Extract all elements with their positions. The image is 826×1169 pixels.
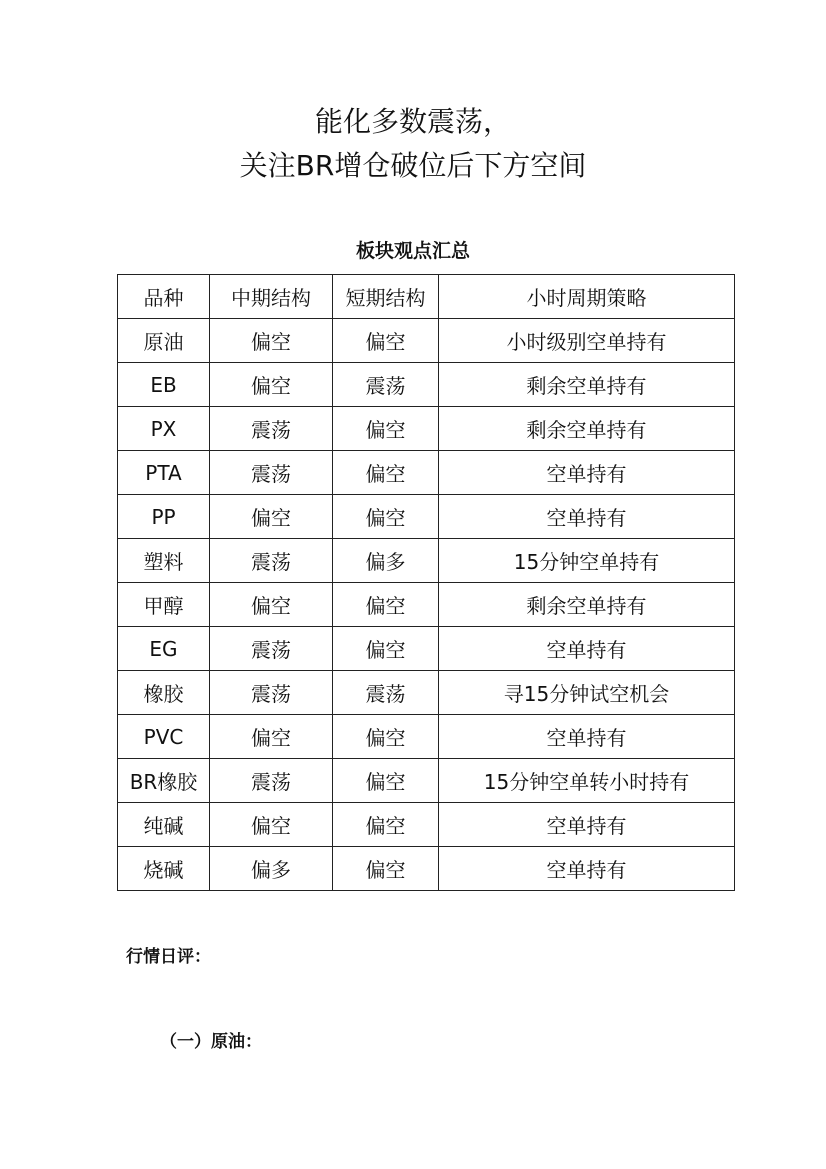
cell-variety: EG xyxy=(118,627,210,671)
table-row xyxy=(118,671,735,715)
table-row xyxy=(118,759,735,803)
header-mid-term: 中期结构 xyxy=(210,275,333,319)
cell-mid-term: 震荡 xyxy=(210,627,333,671)
cell-short-term: 偏空 xyxy=(333,407,439,451)
table-caption: 板块观点汇总 xyxy=(355,240,470,262)
cell-variety: 甲醇 xyxy=(118,583,210,627)
document-title xyxy=(0,100,826,188)
cell-variety: PX xyxy=(118,407,210,451)
cell-strategy: 剩余空单持有 xyxy=(439,363,735,407)
cell-short-term: 偏空 xyxy=(333,627,439,671)
cell-strategy: 剩余空单持有 xyxy=(439,407,735,451)
cell-mid-term: 偏多 xyxy=(210,847,333,891)
cell-mid-term: 偏空 xyxy=(210,319,333,363)
cell-strategy: 空单持有 xyxy=(439,495,735,539)
cell-variety: PP xyxy=(118,495,210,539)
table-row xyxy=(118,803,735,847)
cell-short-term: 偏空 xyxy=(333,759,439,803)
table-row xyxy=(118,495,735,539)
title-line-1: 能化多数震荡， xyxy=(314,105,511,138)
cell-short-term: 震荡 xyxy=(333,363,439,407)
cell-mid-term: 震荡 xyxy=(210,407,333,451)
header-hourly-strategy: 小时周期策略 xyxy=(439,275,735,319)
cell-short-term: 偏空 xyxy=(333,715,439,759)
header-short-term: 短期结构 xyxy=(333,275,439,319)
cell-variety: 原油 xyxy=(118,319,210,363)
cell-variety: 橡胶 xyxy=(118,671,210,715)
cell-strategy: 小时级别空单持有 xyxy=(439,319,735,363)
cell-strategy: 空单持有 xyxy=(439,847,735,891)
table-row xyxy=(118,319,735,363)
summary-table xyxy=(117,274,735,891)
cell-variety: 烧碱 xyxy=(118,847,210,891)
cell-mid-term: 偏空 xyxy=(210,715,333,759)
cell-variety: PVC xyxy=(118,715,210,759)
cell-strategy: 剩余空单持有 xyxy=(439,583,735,627)
cell-mid-term: 震荡 xyxy=(210,671,333,715)
cell-variety: 塑料 xyxy=(118,539,210,583)
cell-strategy: 空单持有 xyxy=(439,715,735,759)
cell-mid-term: 偏空 xyxy=(210,363,333,407)
table-row xyxy=(118,363,735,407)
daily-review-heading: 行情日评： xyxy=(126,947,211,967)
cell-strategy: 15分钟空单持有 xyxy=(439,539,735,583)
cell-short-term: 偏空 xyxy=(333,847,439,891)
cell-strategy: 空单持有 xyxy=(439,451,735,495)
cell-variety: BR橡胶 xyxy=(118,759,210,803)
cell-variety: EB xyxy=(118,363,210,407)
table-row xyxy=(118,407,735,451)
cell-strategy: 空单持有 xyxy=(439,627,735,671)
cell-mid-term: 震荡 xyxy=(210,451,333,495)
cell-short-term: 偏空 xyxy=(333,319,439,363)
cell-variety: 纯碱 xyxy=(118,803,210,847)
cell-mid-term: 偏空 xyxy=(210,803,333,847)
table-row xyxy=(118,627,735,671)
table-row xyxy=(118,715,735,759)
cell-short-term: 偏多 xyxy=(333,539,439,583)
header-variety: 品种 xyxy=(118,275,210,319)
cell-short-term: 偏空 xyxy=(333,803,439,847)
title-line-2: 关注BR增仓破位后下方空间 xyxy=(239,149,587,182)
table-row xyxy=(118,451,735,495)
table-row xyxy=(118,847,735,891)
cell-strategy: 寻15分钟试空机会 xyxy=(439,671,735,715)
cell-variety: PTA xyxy=(118,451,210,495)
cell-short-term: 偏空 xyxy=(333,583,439,627)
table-row xyxy=(118,539,735,583)
cell-strategy: 空单持有 xyxy=(439,803,735,847)
crude-oil-heading: （一）原油： xyxy=(160,1032,262,1052)
cell-mid-term: 偏空 xyxy=(210,495,333,539)
cell-mid-term: 震荡 xyxy=(210,759,333,803)
cell-short-term: 偏空 xyxy=(333,495,439,539)
cell-short-term: 震荡 xyxy=(333,671,439,715)
cell-mid-term: 偏空 xyxy=(210,583,333,627)
cell-mid-term: 震荡 xyxy=(210,539,333,583)
cell-short-term: 偏空 xyxy=(333,451,439,495)
table-row xyxy=(118,583,735,627)
cell-strategy: 15分钟空单转小时持有 xyxy=(439,759,735,803)
table-header-row xyxy=(118,275,735,319)
